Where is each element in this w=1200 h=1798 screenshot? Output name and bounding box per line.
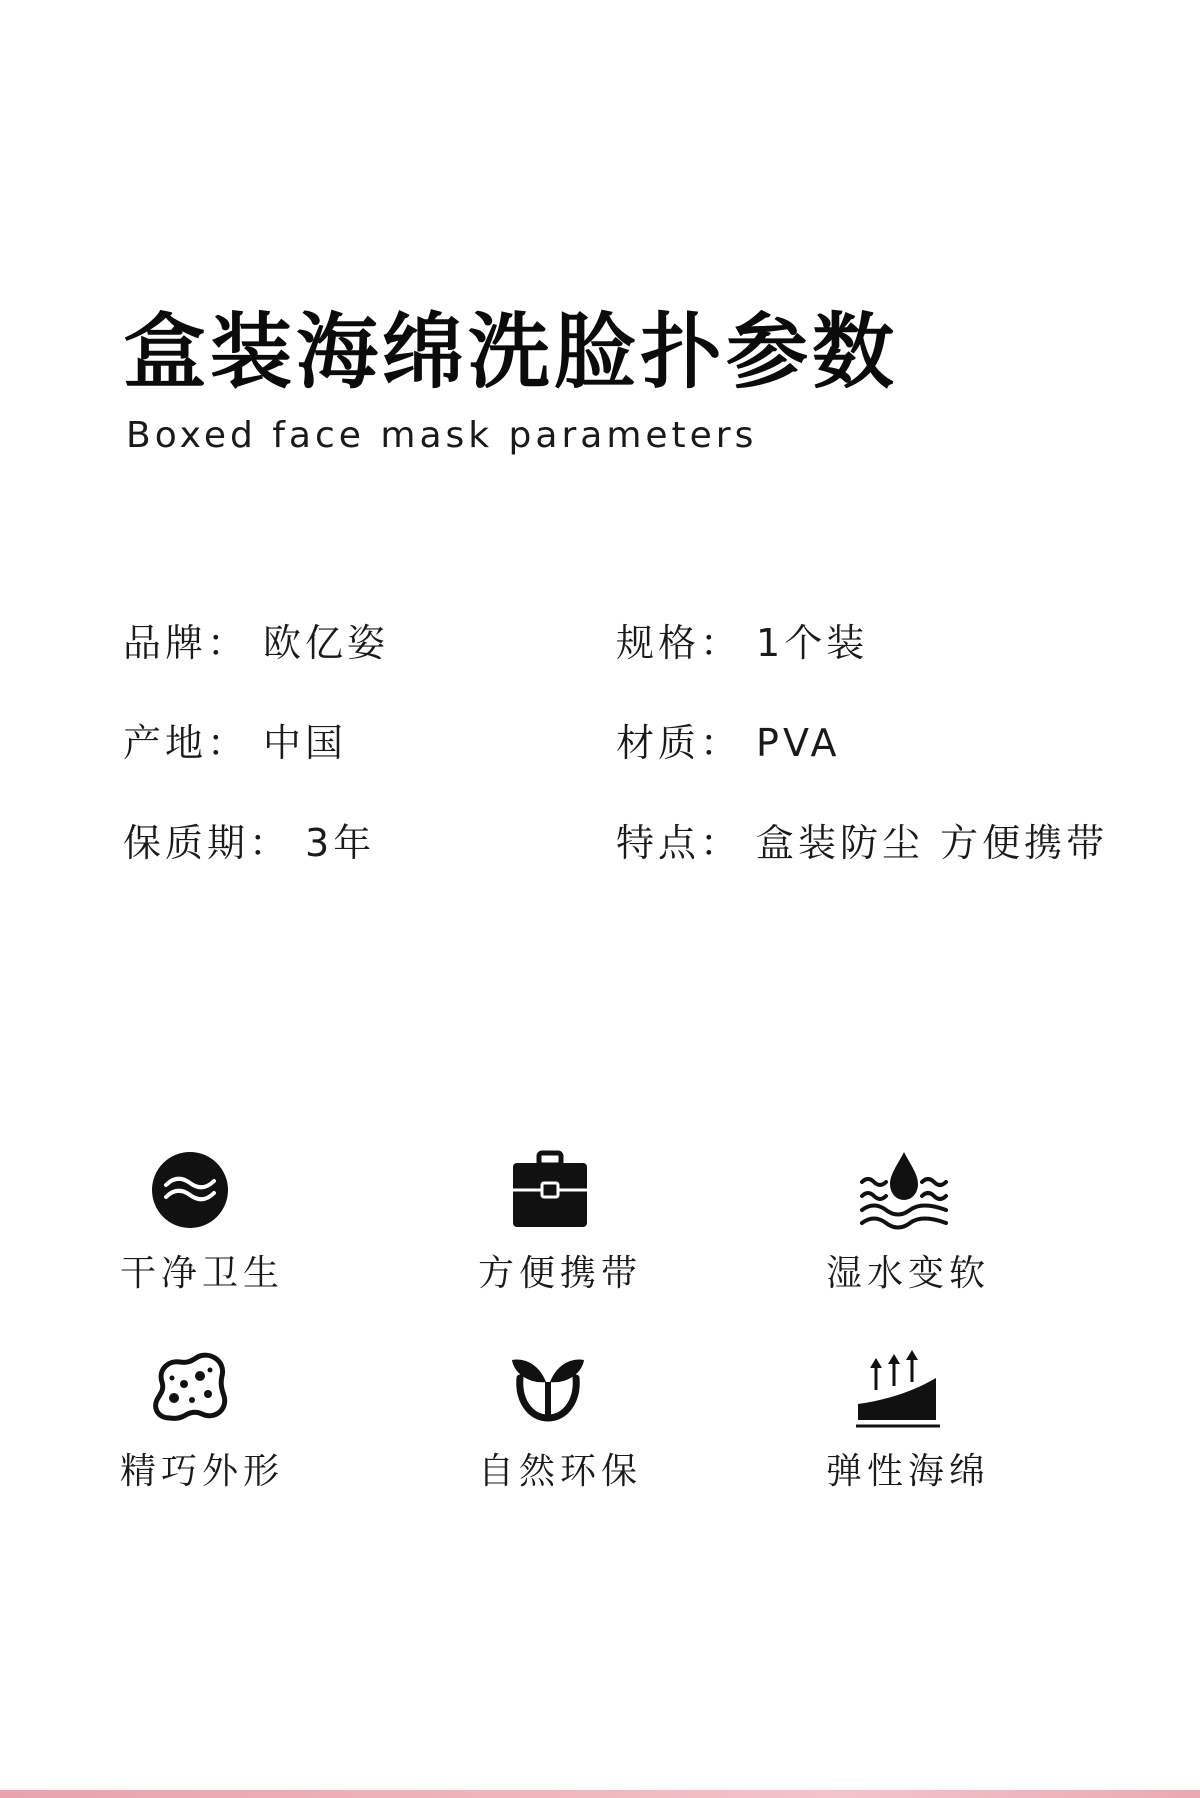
- param-label: 品牌: [123, 621, 208, 665]
- param-label: 特点: [616, 821, 701, 865]
- param-value: 1个装: [756, 621, 869, 665]
- param-label: 规格: [616, 621, 701, 665]
- param-separator: ：: [700, 621, 743, 665]
- page-title: 盒装海绵洗脸扑参数: [124, 305, 899, 400]
- feature-label: 自然环保: [478, 1451, 643, 1492]
- param-separator: ：: [700, 821, 743, 865]
- briefcase-icon: [510, 1150, 600, 1240]
- param-label: 产地: [123, 721, 208, 765]
- wave-circle-icon: [150, 1150, 240, 1240]
- param-value: PVA: [756, 721, 841, 765]
- param-value: 盒装防尘 方便携带: [756, 821, 1109, 865]
- leaf-sprout-icon: [508, 1348, 598, 1438]
- param-separator: ：: [700, 721, 743, 765]
- water-drop-icon: [858, 1150, 948, 1240]
- param-value: 中国: [263, 721, 348, 765]
- bottom-accent-strip: [0, 1790, 1200, 1798]
- page-subtitle: Boxed face mask parameters: [126, 415, 758, 456]
- feature-label: 弹性海绵: [826, 1451, 991, 1492]
- param-label: 保质期: [123, 821, 250, 865]
- elastic-rebound-icon: [856, 1348, 946, 1438]
- param-separator: ：: [207, 621, 250, 665]
- feature-label: 干净卫生: [120, 1253, 285, 1294]
- param-separator: ：: [207, 721, 250, 765]
- param-separator: ：: [249, 821, 292, 865]
- feature-label: 湿水变软: [826, 1253, 991, 1294]
- param-value: 3年: [305, 821, 376, 865]
- feature-label: 精巧外形: [120, 1451, 285, 1492]
- sponge-icon: [150, 1348, 240, 1438]
- param-value: 欧亿姿: [263, 621, 390, 665]
- feature-label: 方便携带: [478, 1253, 643, 1294]
- param-label: 材质: [616, 721, 701, 765]
